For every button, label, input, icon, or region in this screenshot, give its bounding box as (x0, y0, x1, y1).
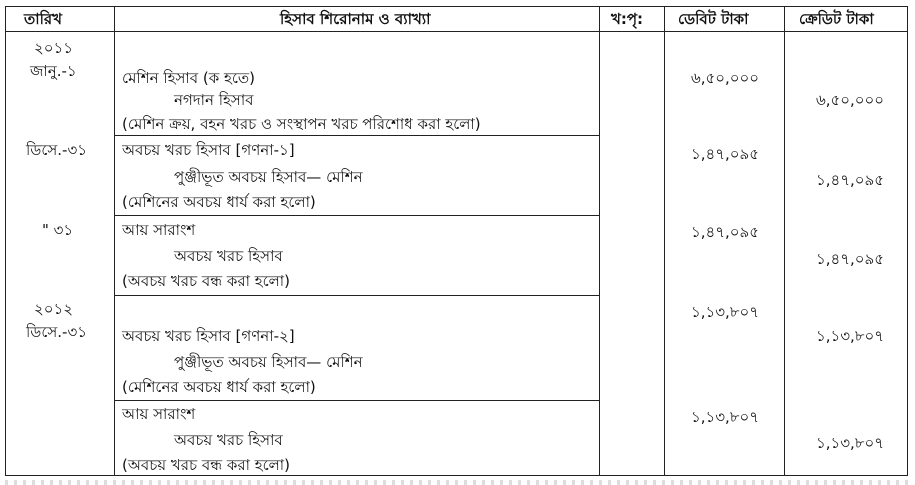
entry-debit-account: আয় সারাংশ (122, 221, 196, 239)
entry-credit-account: নগদান হিসাব (174, 91, 254, 109)
col-divider (599, 7, 600, 475)
row-divider (114, 215, 599, 216)
col-divider (664, 7, 665, 475)
entry-date-year: ২০১২ (34, 300, 73, 318)
entry-date: ডিসে.-৩১ (26, 141, 87, 159)
entry-date: " ৩১ (42, 221, 74, 239)
header-divider (6, 31, 907, 32)
entry-credit-account: পুঞ্জীভূত অবচয় হিসাব— মেশিন (174, 168, 363, 186)
entry-debit-account: অবচয় খরচ হিসাব [গণনা-১] (122, 141, 295, 159)
header-debit: ডেবিট টাকা (678, 10, 749, 28)
entry-credit-amount: ১,৪৭,০৯৫ (816, 250, 884, 268)
entry-credit-amount: ১,৪৭,০৯৫ (816, 171, 884, 189)
entry-narration: (অবচয় খরচ বন্ধ করা হলো) (122, 456, 290, 474)
entry-credit-amount: ১,১৩,৮০৭ (816, 434, 884, 452)
entry-debit-amount: ১,৪৭,০৯৫ (691, 145, 759, 163)
row-divider (114, 135, 599, 136)
header-folio: খ:পৃ: (611, 10, 644, 28)
entry-debit-account: অবচয় খরচ হিসাব [গণনা-২] (122, 327, 295, 345)
col-divider (784, 7, 785, 475)
entry-debit-account: মেশিন হিসাব (ক হতে) (122, 69, 255, 87)
entry-date: ডিসে.-৩১ (26, 323, 87, 341)
entry-debit-amount: ১,১৩,৮০৭ (691, 408, 759, 426)
header-date: তারিখ (24, 10, 62, 28)
header-credit: ক্রেডিট টাকা (799, 10, 874, 28)
col-divider (114, 7, 115, 475)
entry-narration: (মেশিন ক্রয়, বহন খরচ ও সংস্থাপন খরচ পরিশোধ করা হলো) (122, 115, 481, 133)
entry-debit-account: আয় সারাংশ (122, 405, 196, 423)
journal-table (5, 6, 908, 476)
entry-credit-amount: ১,১৩,৮০৭ (816, 327, 884, 345)
entry-date-year: ২০১১ (34, 39, 73, 57)
entry-narration: (মেশিনের অবচয় ধার্য করা হলো) (122, 378, 316, 396)
entry-debit-amount: ১,৪৭,০৯৫ (691, 223, 759, 241)
entry-narration: (মেশিনের অবচয় ধার্য করা হলো) (122, 193, 316, 211)
cropped-text-strip (5, 480, 908, 485)
entry-credit-account: অবচয় খরচ হিসাব (174, 247, 283, 265)
entry-date: জানু.-১ (30, 62, 77, 80)
header-particulars: হিসাব শিরোনাম ও ব্যাখ্যা (280, 10, 431, 28)
entry-debit-amount: ১,১৩,৮০৭ (691, 303, 759, 321)
entry-debit-amount: ৬,৫০,০০০ (691, 69, 760, 87)
entry-credit-account: পুঞ্জীভূত অবচয় হিসাব— মেশিন (174, 353, 363, 371)
row-divider (114, 295, 599, 296)
entry-credit-account: অবচয় খরচ হিসাব (174, 431, 283, 449)
entry-credit-amount: ৬,৫০,০০০ (816, 91, 885, 109)
row-divider (114, 400, 599, 401)
entry-narration: (অবচয় খরচ বন্ধ করা হলো) (122, 272, 290, 290)
